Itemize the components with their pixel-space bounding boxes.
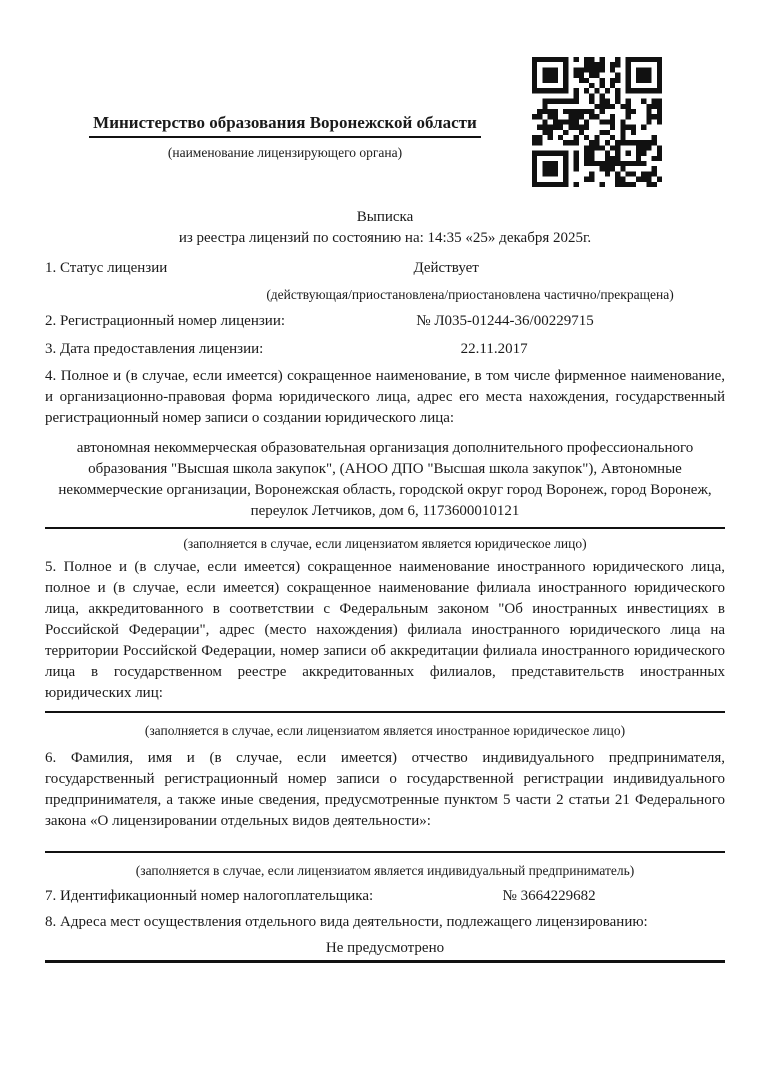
item-4-legal-entity-label: 4. Полное и (в случае, если имеется) сокращенное наименование, в том числе фирменное наименование, и организационно-правовая форма юридического лица, адрес его места нахождения, государственный регистрационный номер записи о создании юридического лица: — [45, 368, 725, 426]
item-1-label: 1. Статус лицензии — [45, 260, 168, 276]
item-3-grant-date — [45, 339, 725, 360]
qr-code-icon — [532, 57, 662, 187]
separator-line — [45, 960, 725, 963]
item-4-legal-entity-value: автономная некоммерческая образовательная организация дополнительного профессионального образования "Высшая школа закупок", (АНОО ДПО "Высшая школа закупок"), Автономные некоммерческие организации, Воронежская область, городской округ город Воронеж, город Воронеж, переулок Летчиков, дом 6, 1173600010121 — [58, 440, 712, 519]
item-7-label: 7. Идентификационный номер налогоплательщика: — [45, 888, 374, 904]
document-subtitle: из реестра лицензий по состоянию на: 14:35 «25» декабря 2025г. — [178, 230, 592, 246]
item-7-value: № 3664229682 — [502, 888, 596, 904]
item-5-foreign-entity-label: 5. Полное и (в случае, если имеется) сокращенное наименование иностранного юридического лица, полное и (в случае, если имеется) сокращенное наименование филиала иностранного юридического лица, аккредитованного в соответствии с Федеральным законом "Об иностранных инвестициях в Российской Федерации", адрес (место нахождения) филиала иностранного юридического лица на территории Российской Федерации, номер записи об аккредитации филиала иностранного юридического лица в государственном реестре аккредитованных филиалов, представительств иностранных юридических лиц: — [45, 559, 725, 701]
item-1-license-status — [45, 258, 725, 279]
separator-line — [45, 711, 725, 713]
item-2-registration-number — [45, 311, 725, 332]
licensing-authority-caption: (наименование лицензирующего органа) — [167, 145, 403, 160]
item-5-caption: (заполняется в случае, если лицензиатом является иностранное юридическое лицо) — [144, 723, 626, 738]
item-6-individual-entrepreneur-label: 6. Фамилия, имя и (в случае, если имеется) отчество индивидуального предпринимателя, государственный регистрационный номер записи о государственной регистрации индивидуального предпринимателя, а также иные сведения, предусмотренные пунктом 5 части 2 статьи 21 Федерального закона «О лицензировании отдельных видов деятельности»: — [45, 750, 725, 829]
qr-code-svg — [532, 57, 662, 187]
licensing-authority-block — [45, 112, 525, 161]
document-title: Выписка — [356, 209, 414, 225]
item-1-value: Действует — [413, 260, 479, 276]
item-3-label: 3. Дата предоставления лицензии: — [45, 341, 264, 357]
separator-line — [45, 851, 725, 853]
separator-line — [45, 527, 725, 529]
item-2-label: 2. Регистрационный номер лицензии: — [45, 313, 286, 329]
item-7-taxpayer-id — [45, 886, 725, 907]
item-2-value: № Л035-01244-36/00229715 — [416, 313, 594, 329]
item-1-caption: (действующая/приостановлена/приостановлена частично/прекращена) — [266, 287, 674, 302]
item-4-caption: (заполняется в случае, если лицензиатом является юридическое лицо) — [183, 536, 587, 551]
item-6-caption: (заполняется в случае, если лицензиатом является индивидуальный предприниматель) — [135, 863, 635, 878]
item-8-activity-addresses-label: 8. Адреса мест осуществления отдельного вида деятельности, подлежащего лицензированию: — [45, 914, 648, 930]
document-content — [45, 0, 725, 963]
licensing-authority-name: Министерство образования Воронежской области — [89, 112, 481, 138]
item-8-activity-addresses-value: Не предусмотрено — [325, 940, 445, 956]
item-3-value: 22.11.2017 — [460, 341, 528, 357]
